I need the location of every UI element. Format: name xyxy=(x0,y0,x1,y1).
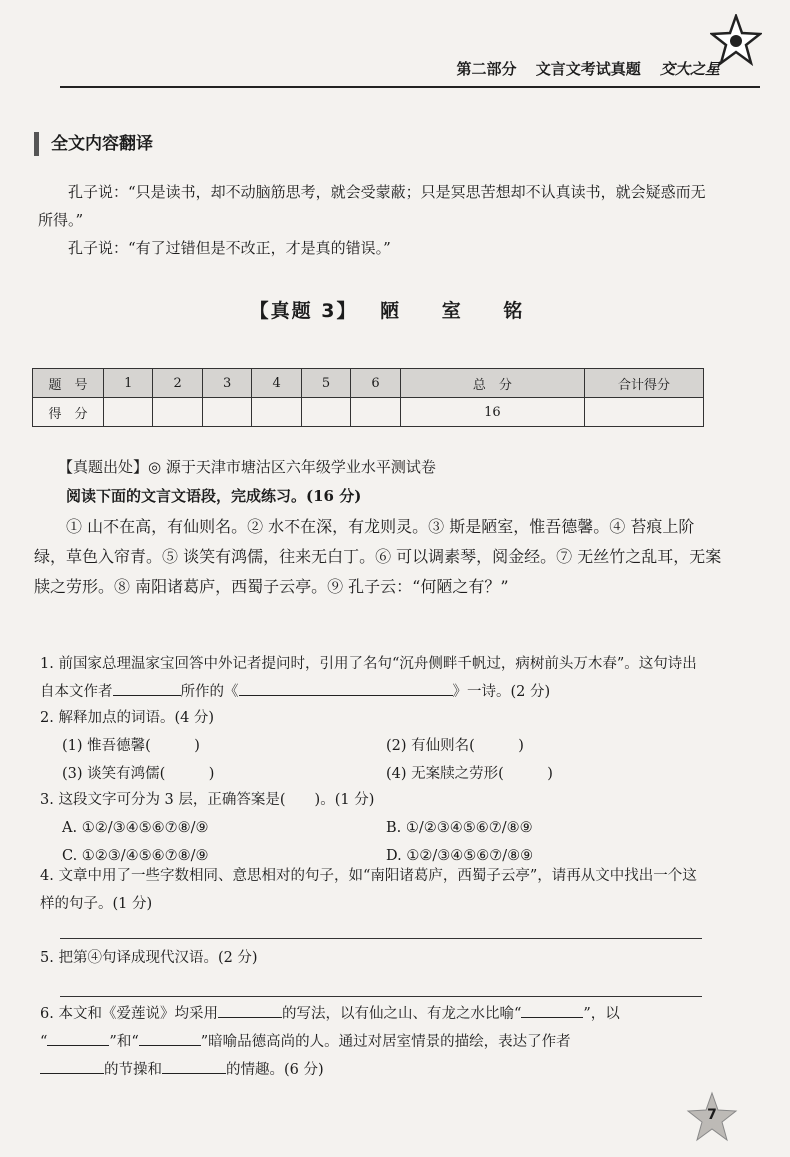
score-table-row xyxy=(33,398,704,427)
q2-item-4: (4) 无案牍之劳形( ) xyxy=(386,766,553,782)
score-header-cell: 3 xyxy=(202,369,251,398)
q3-option-b[interactable]: B. ①/②③④⑤⑥⑦/⑧⑨ xyxy=(386,820,533,836)
q2-stem: 2. 解释加点的词语。(4 分) xyxy=(40,710,215,726)
exam-title xyxy=(0,296,790,323)
score-header-cell: 4 xyxy=(252,369,301,398)
score-cell xyxy=(153,398,202,427)
q6-blank-1[interactable] xyxy=(218,1001,282,1018)
score-header-cell: 总 分 xyxy=(400,369,584,398)
score-header-cell: 5 xyxy=(301,369,350,398)
score-cell xyxy=(104,398,153,427)
question-6 xyxy=(40,1000,710,1084)
q2-item-1: (1) 惟吾德馨( ) xyxy=(62,738,200,754)
q6-text-a: 6. 本文和《爱莲说》均采用 xyxy=(40,1006,218,1022)
passage-text: ① 山不在高，有仙则名。② 水不在深，有龙则灵。③ 斯是陋室，惟吾德馨。④ 苔痕上阶绿，草色入帘青。⑤ 谈笑有鸿儒，往来无白丁。⑥ 可以调素琴，阅金经。⑦ 无丝竹之乱耳，无案牍之劳形。⑧ 南阳诸葛庐，西蜀子云亭。⑨ 孔子云：“何陋之有？” xyxy=(34,517,722,596)
q3-option-a[interactable]: A. ①②/③④⑤⑥⑦⑧/⑨ xyxy=(62,820,209,836)
question-2 xyxy=(40,704,710,788)
q6-text-h: 的情趣。(6 分) xyxy=(226,1062,324,1078)
q6-blank-6[interactable] xyxy=(162,1057,226,1074)
score-header-cell: 2 xyxy=(153,369,202,398)
score-cell xyxy=(351,398,400,427)
q2-item-2: (2) 有仙则名( ) xyxy=(386,738,524,754)
score-header-cell: 1 xyxy=(104,369,153,398)
classical-passage xyxy=(34,512,724,602)
score-cell xyxy=(252,398,301,427)
q2-item-3: (3) 谈笑有鸿儒( ) xyxy=(62,766,215,782)
q3-stem: 3. 这段文字可分为 3 层，正确答案是( )。(1 分) xyxy=(40,792,375,808)
page-number: 7 xyxy=(707,1107,717,1123)
q1-text-b: 所作的《 xyxy=(180,684,239,700)
q6-text-c: ”，以 xyxy=(583,1006,620,1022)
exam-source: 【真题出处】◎ 源于天津市塘沽区六年级学业水平测试卷 xyxy=(58,458,436,476)
translation-text xyxy=(38,178,718,262)
q5-answer-line[interactable] xyxy=(60,996,702,997)
q4-answer-line[interactable] xyxy=(60,938,702,939)
question-4: 4. 文章中用了一些字数相同、意思相对的句子，如“南阳诸葛庐，西蜀子云亭”，请再从文中找出一个这样的句子。(1 分) xyxy=(40,868,697,912)
page-number-badge xyxy=(686,1091,738,1143)
question-5: 5. 把第④句译成现代汉语。(2 分) xyxy=(40,950,258,966)
score-table-header xyxy=(33,369,704,398)
q6-text-d: “ xyxy=(40,1034,48,1050)
header-section: 文言文考试真题 xyxy=(535,60,641,78)
question-3 xyxy=(40,786,710,870)
q3-option-c[interactable]: C. ①②③/④⑤⑥⑦⑧/⑨ xyxy=(62,848,209,864)
translation-para-2: 孔子说：“有了过错但是不改正，才是真的错误。” xyxy=(68,239,391,257)
q1-text-c: 》一诗。(2 分) xyxy=(452,684,551,700)
score-table xyxy=(32,368,704,427)
translation-heading: 全文内容翻译 xyxy=(34,132,153,156)
star-logo-icon xyxy=(710,14,762,66)
q6-text-b: 的写法，以有仙之山、有龙之水比喻“ xyxy=(281,1006,522,1022)
header-brand: 交大之星 xyxy=(659,60,720,78)
running-header xyxy=(60,58,760,88)
score-total-cell: 16 xyxy=(400,398,584,427)
exam-label: 【真题 3】 xyxy=(249,300,358,322)
translation-para-1: 孔子说：“只是读书，却不动脑筋思考，就会受蒙蔽；只是冥思苦想却不认真读书，就会疑惑而无所得。” xyxy=(38,183,706,229)
q1-blank-poem[interactable] xyxy=(239,679,453,696)
q6-blank-4[interactable] xyxy=(139,1029,201,1046)
question-1 xyxy=(40,650,710,706)
q6-text-f: ”暗喻品德高尚的人。通过对居室情景的描绘，表达了作者 xyxy=(200,1034,571,1050)
exam-instruction: 阅读下面的文言文语段，完成练习。(16 分) xyxy=(66,487,362,505)
score-header-cell: 题 号 xyxy=(33,369,104,398)
q6-blank-3[interactable] xyxy=(47,1029,109,1046)
q3-option-d[interactable]: D. ①②/③④⑤⑥⑦/⑧⑨ xyxy=(386,848,534,864)
q1-blank-author[interactable] xyxy=(113,679,181,696)
score-header-cell: 合计得分 xyxy=(585,369,704,398)
score-header-cell: 6 xyxy=(351,369,400,398)
q6-blank-5[interactable] xyxy=(40,1057,104,1074)
q6-text-e: ”和“ xyxy=(109,1034,139,1050)
score-row-label: 得 分 xyxy=(33,398,104,427)
score-cell xyxy=(301,398,350,427)
header-part: 第二部分 xyxy=(456,60,517,78)
q6-text-g: 的节操和 xyxy=(104,1062,162,1078)
q6-blank-2[interactable] xyxy=(521,1001,583,1018)
score-cell xyxy=(202,398,251,427)
exam-main-title: 陋 室 铭 xyxy=(380,300,541,322)
score-cell xyxy=(585,398,704,427)
q1-text-a: 1. 前国家总理温家宝回答中外记者提问时，引用了名句“沉舟侧畔千帆过，病树前头万木春”。这句诗出自本文作者 xyxy=(40,656,697,700)
